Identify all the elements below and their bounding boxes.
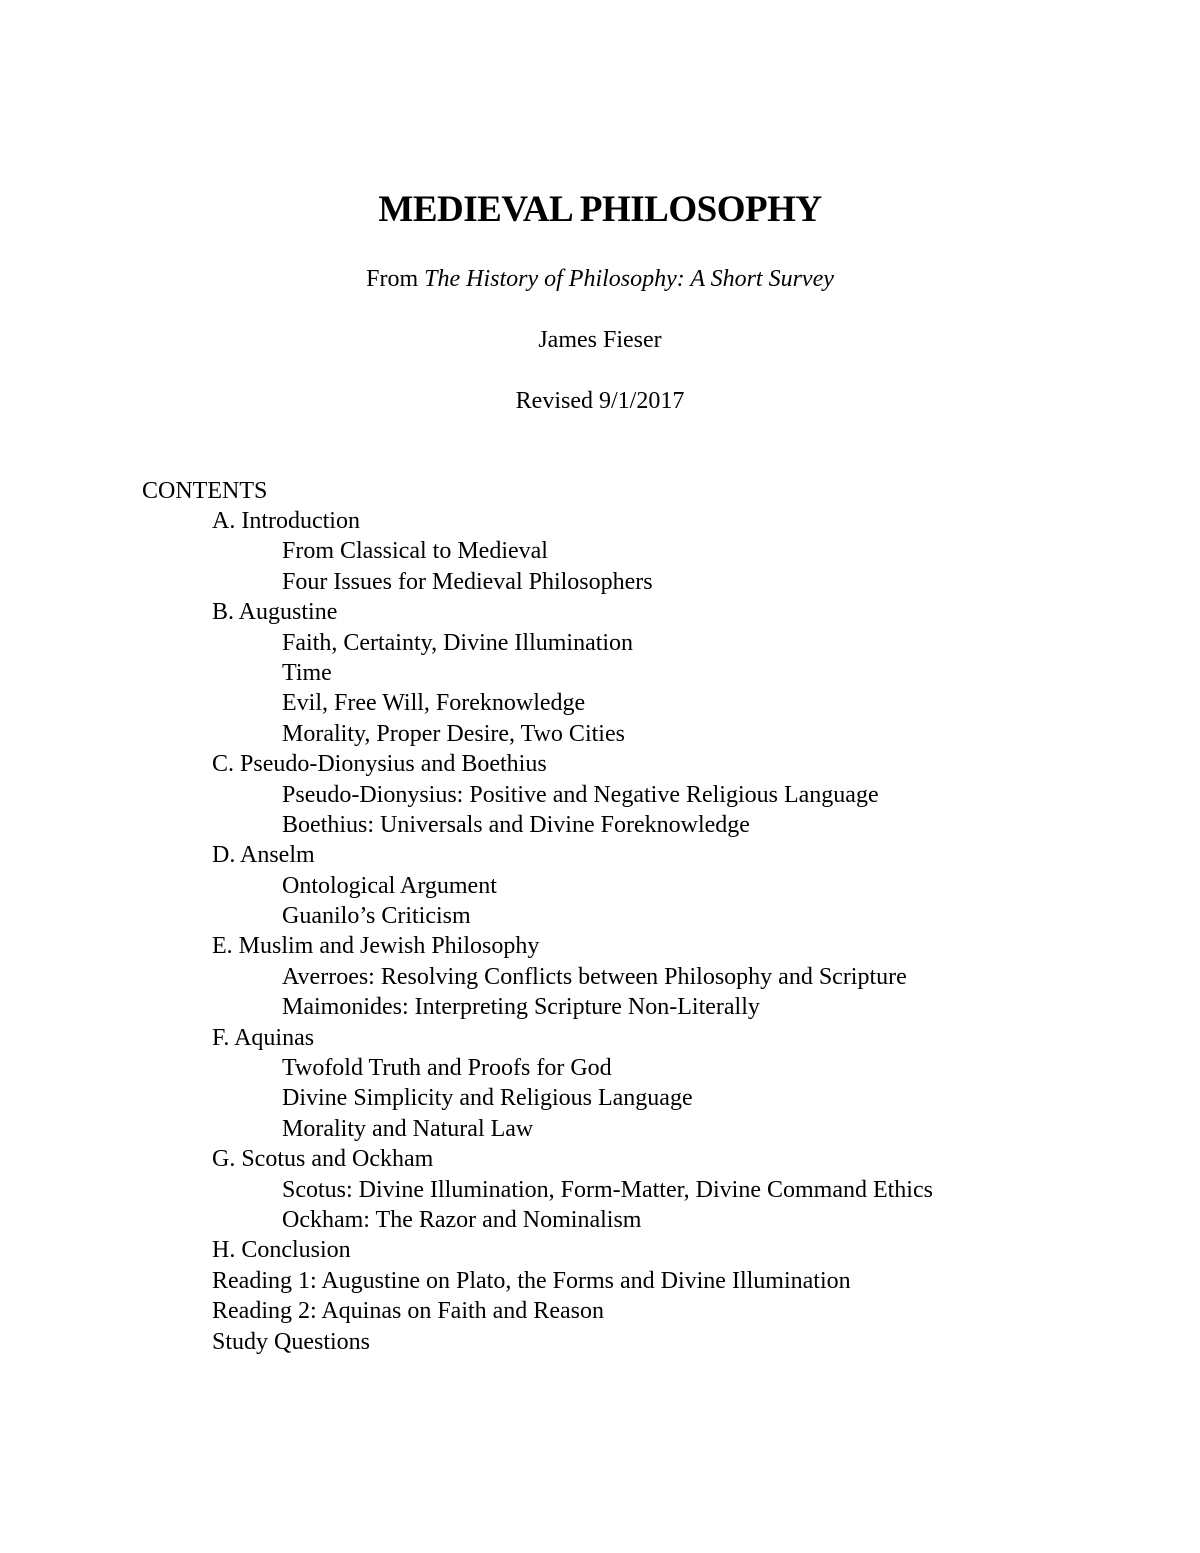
toc-subsection: Maimonides: Interpreting Scripture Non-Literally — [282, 994, 760, 1021]
toc-section: G. Scotus and Ockham — [212, 1146, 434, 1173]
toc-section: E. Muslim and Jewish Philosophy — [212, 933, 540, 960]
toc-section: B. Augustine — [212, 599, 338, 626]
toc-section: F. Aquinas — [212, 1024, 315, 1051]
toc-section: C. Pseudo-Dionysius and Boethius — [212, 751, 547, 778]
toc-subsection: Divine Simplicity and Religious Language — [282, 1085, 693, 1112]
toc-section: H. Conclusion — [212, 1237, 351, 1264]
author-name: James Fieser — [538, 327, 662, 353]
toc-section: D. Anselm — [212, 842, 315, 869]
toc-subsection: Morality and Natural Law — [282, 1115, 534, 1142]
toc-subsection: Morality, Proper Desire, Two Cities — [282, 720, 625, 747]
toc-extra-item: Study Questions — [212, 1328, 371, 1355]
book-title: The History of Philosophy: A Short Survey — [424, 266, 834, 292]
document-title: MEDIEVAL PHILOSOPHY — [378, 189, 822, 230]
revision-date: Revised 9/1/2017 — [515, 388, 685, 414]
table-of-contents — [0, 506, 1200, 1357]
toc-subsection: Scotus: Divine Illumination, Form-Matter, Divine Command Ethics — [282, 1176, 933, 1203]
toc-subsection: Boethius: Universals and Divine Foreknowledge — [282, 811, 750, 838]
toc-subsection: Pseudo-Dionysius: Positive and Negative Religious Language — [282, 781, 879, 808]
toc-subsection: Guanilo’s Criticism — [282, 903, 471, 930]
contents-heading: CONTENTS — [142, 478, 268, 504]
toc-subsection: Averroes: Resolving Conflicts between Philosophy and Scripture — [282, 963, 907, 990]
toc-subsection: Evil, Free Will, Foreknowledge — [282, 690, 586, 717]
subtitle-prefix: From — [366, 266, 425, 292]
toc-subsection: Ockham: The Razor and Nominalism — [282, 1206, 642, 1233]
toc-extra-item: Reading 1: Augustine on Plato, the Forms and Divine Illumination — [212, 1267, 851, 1294]
toc-subsection: Faith, Certainty, Divine Illumination — [282, 629, 634, 656]
toc-subsection: Twofold Truth and Proofs for God — [282, 1055, 612, 1082]
toc-subsection: Four Issues for Medieval Philosophers — [282, 568, 653, 595]
document-subtitle — [0, 264, 1200, 294]
toc-subsection: Ontological Argument — [282, 872, 497, 899]
toc-subsection: From Classical to Medieval — [282, 538, 548, 565]
toc-section: A. Introduction — [212, 508, 360, 534]
toc-subsection: Time — [282, 659, 332, 686]
toc-extra-item: Reading 2: Aquinas on Faith and Reason — [212, 1298, 604, 1325]
